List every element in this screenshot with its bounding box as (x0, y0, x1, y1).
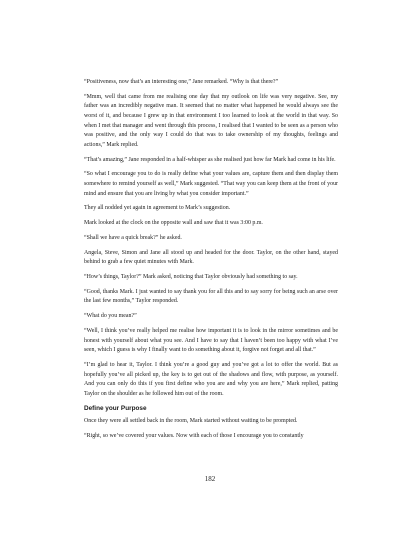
paragraph: “What do you mean?” (84, 313, 137, 320)
paragraph: “Well, I think you’ve really helped me realise how important it is to look in the mirror sometimes and be honest with yourself about what you see. And I have to say that I haven’t been too happy with what I’ve seen, which I guess is why I finally want to do something about it, forgive not forget and all that.” (84, 327, 338, 354)
paragraph: “Positiveness, now that’s an interesting one,” Jane remarked. “Why is that there?” (84, 79, 279, 85)
paragraph: “Right, so we’ve covered your values. Now with each of those I encourage you to constantly (84, 433, 304, 440)
paragraph: “Mmm, well that came from me realising one day that my outlook on life was very negative. See, my father was an incredibly negative man. It seemed that no matter what happened he would always see the worst of it, and because I grew up in that environment I too learned to look at the world in that way. So when I met that manager and went through this process, I realised that I wanted to be seen as a person who was positive, and the only way I could do that was to take ownership of my thoughts, feelings and actions,” Mark replied. (84, 93, 338, 148)
page-number: 182 (204, 475, 216, 483)
paragraph: Angela, Steve, Simon and Jane all stood up and headed for the door. Taylor, on the other hand, stayed behind to grab a few quiet minutes with Mark. (84, 249, 338, 266)
body-text (84, 78, 338, 442)
section-heading: Define your Purpose (84, 405, 147, 413)
paragraph: Once they were all settled back in the room, Mark started without waiting to be prompted. (84, 418, 298, 425)
paragraph: “Good, thanks Mark. I just wanted to say thank you for all this and to say sorry for being such an arse over the last few months,” Taylor responded. (84, 288, 338, 305)
paragraph: “How’s things, Taylor?” Mark asked, noticing that Taylor obviously had something to say. (84, 274, 298, 280)
paragraph: “That’s amazing,” Jane responded in a half-whisper as she realised just how far Mark had come in his life. (84, 156, 336, 163)
paragraph: They all nodded yet again in agreement to Mark’s suggestion. (84, 205, 231, 212)
paragraph: Mark looked at the clock on the opposite wall and saw that it was 3:00 p.m. (84, 220, 263, 227)
paragraph: “Shall we have a quick break?” he asked. (84, 234, 182, 241)
paragraph: “I’m glad to hear it, Taylor. I think you’re a good guy and you’ve got a lot to offer the world. But as hopefully you’ve all picked up, the key is to get out of the shadows and flow, with purpose, as yourself. And you can only do this if you first define who you are and why you are here,” Mark replied, patting Taylor on the shoulder as he followed him out of the room. (84, 361, 338, 397)
paragraph: “So what I encourage you to do is really define what your values are, capture them and then display them somewhere to remind yourself as well,” Mark suggested. “That way you can keep them at the front of your mind and ensure that you are living by what you consider important.” (84, 171, 338, 197)
